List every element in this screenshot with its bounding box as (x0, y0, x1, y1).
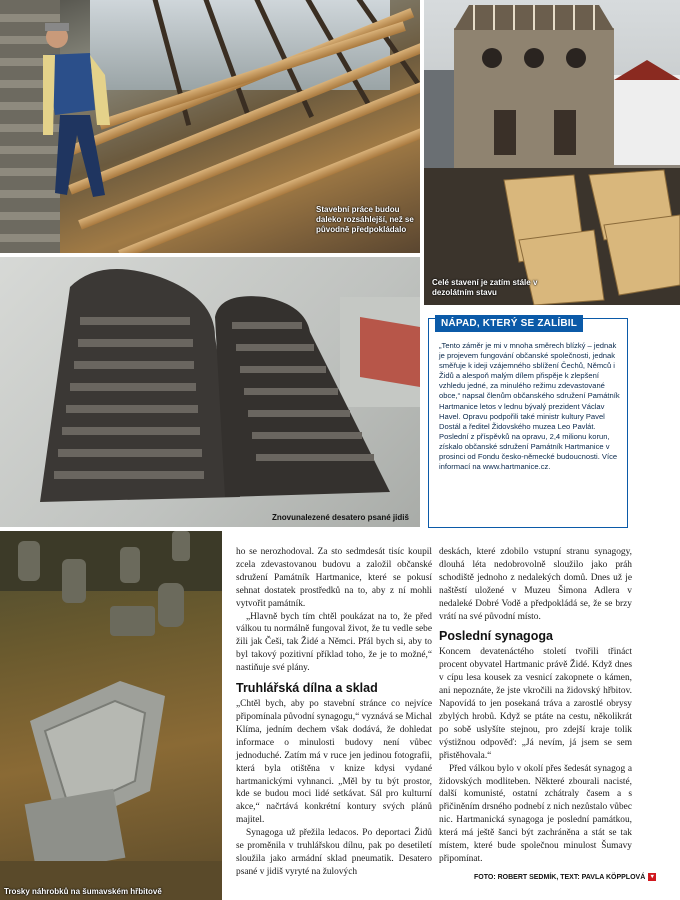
info-box (428, 318, 628, 528)
caption-building: Celé stavení je zatím stále v dezolátním stavu (432, 278, 538, 297)
article-column-2 (439, 546, 632, 866)
paragraph: Před válkou bylo v okolí přes šedesát synagog a židovských modliteben. Některé zbourali nacisté, další komunisté, ostatní zchátraly časem a s přičiněním drsného podnebí z nich nezůstalo vůbec nic. Hartmanická synagoga je poslední památkou, která má ještě šanci být zachráněna a stát se tak místem, které bude společnou minulost Šumavy připomínat. (439, 763, 632, 864)
photo-ten-commandments-tablets (0, 257, 420, 527)
photo-cemetery-graves (0, 531, 222, 900)
info-box-text: „Tento záměr je mi v mnoha směrech blízký – jednak je projevem fungování občanské společnosti, jednak směřuje k ideji vzájemného sblížení Čechů, Němců i Židů a alespoň malým dílem přispěje k zlepšení vzhledu jedné, za minulého režimu zdevastované obce,“ napsal členům občanského sdružení Památník Hartmanice letos v lednu bývalý prezident Václav Havel. Opravu podpořili také ministr kultury Pavel Dostál a ředitel Židovského muzea Leo Pavlát. Poslední z příspěvků na opravu, 2,4 milionu korun, získalo občanské sdružení Památník Hartmanice v prosinci od Fondu česko-německé budoucnosti. Více informací na www.hartmanice.cz. (439, 341, 620, 472)
section-heading: Truhlářská dílna a sklad (236, 681, 378, 696)
paragraph: „Chtěl bych, aby po stavební stránce co nejvíce připomínala původní synagogu,“ vyznává se Michal Klíma, jedním dechem však dodává, že dohledat informace o minulosti budovy není vůbec jednoduché. Zatím má v ruce jen jedinou fotografii, která byla otištěna v knize kdysi vydané hartmanickými vyhnanci. „Měl by tu být prostor, kde se budou moci lidé setkávat. Sál pro kulturní akce,“ načrtává konkrétní kontury svých plánů majitel. (236, 699, 432, 826)
paragraph: ho se nerozhodoval. Za sto sedmdesát tisíc koupil zcela zdevastovanou budovu a založil občanské sdružení Památník Hartmanice, které se pokusí sehnat dostatek prostředků na to, aby z ní mohli vytvořit památník. (236, 547, 432, 609)
caption-roof: Stavební práce budou daleko rozsáhlejší, než se původně předpokládalo (316, 205, 414, 234)
photo-text-credit (474, 873, 656, 881)
photo-roof-reconstruction (0, 0, 420, 253)
paragraph: Synagoga už přežila ledacos. Po deportaci Židů se proměnila v truhlářskou dílnu, pak po desetiletí sloužila jako armádní sklad pneumatik. Desatero psané v jidiš vyryté na žulových (236, 828, 432, 877)
caption-tablets: Znovunalezené desatero psané jidiš (272, 513, 409, 522)
caption-graves: Trosky náhrobků na šumavském hřbitově (4, 887, 162, 896)
person-figure (35, 15, 115, 200)
article-column-1 (236, 546, 432, 879)
paragraph: deskách, které zdobilo vstupní stranu synagogy, dlouhá léta nedobrovolně sloužilo jako práh schodiště jednoho z nedalekých domů. Dnes už je naštěstí uložené v Muzeu Šimona Adlera v nedaleké Dobré Vodě a předpokládá se, že se brzy vrátí na své původní místo. (439, 547, 632, 622)
info-box-heading: NÁPAD, KTERÝ SE ZALÍBIL (435, 315, 583, 332)
paragraph: „Hlavně bych tím chtěl poukázat na to, že před válkou tu normálně fungoval život, že tu vedle sebe žili jak Češi, tak Židé a Němci. Přál bych si, aby to byl takový pozitivní příklad toho, že je to možné,“ nastiňuje své plány. (236, 611, 432, 674)
paragraph: Koncem devatenáctého století tvořili třináct procent obyvatel Hartmanic právě Židé. Když dnes v cípu lesa kousek za vesnicí zakopnete o kámen, ani nepoznáte, že jste vkročili na židovský hřbitov. Napovídá to jen posekaná tráva a zarostlé obrysy zbylých hrobů. Když se ptáte na cestu, několikrát po sobě uslyšíte stejnou, pro zdejší kraje tolik výstižnou odpověď: „Já nevím, já jsem se sem přistěhovala.“ (439, 647, 632, 761)
end-mark-icon: ▾ (648, 873, 656, 881)
section-heading: Poslední synagoga (439, 629, 553, 644)
credit-text: FOTO: ROBERT SEDMÍK, TEXT: PAVLA KÖPPLOVÁ (474, 873, 646, 881)
photo-synagogue-building (424, 0, 680, 305)
